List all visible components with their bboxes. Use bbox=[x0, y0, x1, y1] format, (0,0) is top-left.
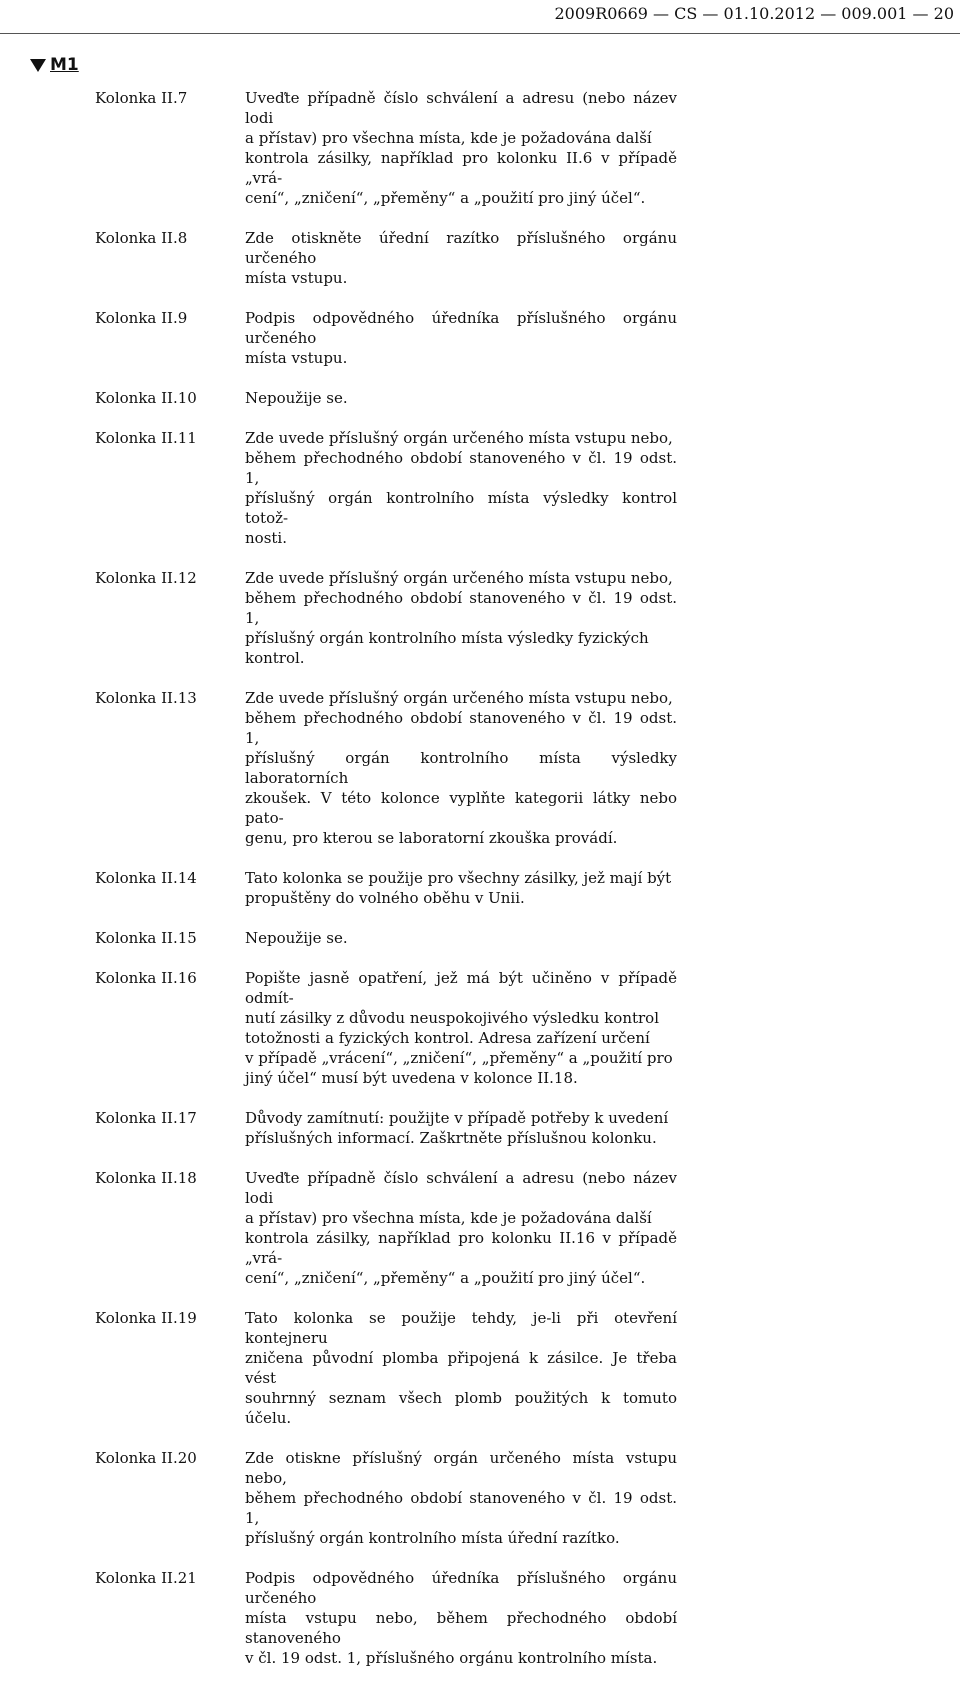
entry-text-line: Uveďte případně číslo schválení a adresu (nebo název lodi bbox=[245, 1169, 677, 1207]
entry-text-line: zničena původní plomba připojená k zásilce. Je třeba vést bbox=[245, 1349, 677, 1387]
entry-row bbox=[0, 308, 960, 368]
triangle-down-icon bbox=[30, 59, 46, 72]
entry-text-line: Zde otiskne příslušný orgán určeného místa vstupu nebo, bbox=[245, 1449, 677, 1487]
running-header bbox=[0, 0, 960, 38]
entry-row bbox=[0, 1308, 960, 1428]
entry-text-line: kontrol. bbox=[245, 649, 305, 667]
entry-row bbox=[0, 388, 960, 408]
entry-text-line: během přechodného období stanoveného v čl. 19 odst. 1, bbox=[245, 1489, 677, 1527]
entry-row bbox=[0, 688, 960, 848]
entry-row bbox=[0, 868, 960, 908]
header-title: 2009R0669 — CS — 01.10.2012 — 009.001 — 20 bbox=[554, 4, 954, 23]
entry-text-line: zkoušek. V této kolonce vyplňte kategorii látky nebo pato- bbox=[245, 789, 677, 827]
entry-text-line: Zde uvede příslušný orgán určeného místa vstupu nebo, bbox=[245, 429, 673, 447]
entry-text-line: Podpis odpovědného úředníka příslušného orgánu určeného bbox=[245, 309, 677, 347]
entry-text-line: Zde otiskněte úřední razítko příslušného orgánu určeného bbox=[245, 229, 677, 267]
entry-text bbox=[245, 1448, 677, 1548]
entry-text-line: Důvody zamítnutí: použijte v případě potřeby k uvedení bbox=[245, 1109, 669, 1127]
entry-text-line: Nepoužije se. bbox=[245, 389, 348, 407]
entry-text-line: cení“, „zničení“, „přeměny“ a „použití pro jiný účel“. bbox=[245, 1269, 646, 1287]
entry-text-line: kontrola zásilky, například pro kolonku II.16 v případě „vrá- bbox=[245, 1229, 677, 1267]
entry-text-line: Uveďte případně číslo schválení a adresu (nebo název lodi bbox=[245, 89, 677, 127]
entry-text bbox=[245, 1108, 677, 1148]
entry-label: Kolonka II.9 bbox=[95, 309, 188, 327]
entry-label: Kolonka II.18 bbox=[95, 1169, 197, 1187]
entry-label: Kolonka II.15 bbox=[95, 929, 197, 947]
entry-row bbox=[0, 1168, 960, 1288]
entry-text-line: a přístav) pro všechna místa, kde je požadována další bbox=[245, 1209, 652, 1227]
entry-label: Kolonka II.20 bbox=[95, 1449, 197, 1467]
entries-list bbox=[0, 88, 960, 1688]
entry-text-line: souhrnný seznam všech plomb použitých k tomuto účelu. bbox=[245, 1389, 677, 1427]
entry-row bbox=[0, 428, 960, 548]
entry-text-line: Tato kolonka se použije pro všechny zásilky, jež mají být bbox=[245, 869, 672, 887]
entry-text bbox=[245, 568, 677, 668]
entry-label: Kolonka II.16 bbox=[95, 969, 197, 987]
entry-text-line: příslušný orgán kontrolního místa výsledky laboratorních bbox=[245, 749, 677, 787]
entry-text bbox=[245, 388, 677, 408]
entry-row bbox=[0, 1568, 960, 1668]
entry-label: Kolonka II.12 bbox=[95, 569, 197, 587]
entry-text-line: Popište jasně opatření, jež má být učiněno v případě odmít- bbox=[245, 969, 677, 1007]
amendment-marker-label: M1 bbox=[50, 55, 79, 75]
entry-label: Kolonka II.13 bbox=[95, 689, 197, 707]
entry-text-line: Zde uvede příslušný orgán určeného místa vstupu nebo, bbox=[245, 569, 673, 587]
entry-text bbox=[245, 688, 677, 848]
entry-text bbox=[245, 1308, 677, 1428]
entry-label: Kolonka II.11 bbox=[95, 429, 197, 447]
entry-row bbox=[0, 1448, 960, 1548]
entry-text-line: v případě „vrácení“, „zničení“, „přeměny“ a „použití pro bbox=[245, 1049, 673, 1067]
entry-label: Kolonka II.14 bbox=[95, 869, 197, 887]
entry-row bbox=[0, 928, 960, 948]
entry-text-line: v čl. 19 odst. 1, příslušného orgánu kontrolního místa. bbox=[245, 1649, 658, 1667]
entry-text bbox=[245, 1568, 677, 1668]
entry-label: Kolonka II.10 bbox=[95, 389, 197, 407]
entry-text-line: nosti. bbox=[245, 529, 287, 547]
entry-label: Kolonka II.19 bbox=[95, 1309, 197, 1327]
entry-text-line: příslušných informací. Zaškrtněte příslušnou kolonku. bbox=[245, 1129, 657, 1147]
amendment-marker bbox=[30, 54, 79, 76]
entry-row bbox=[0, 568, 960, 668]
entry-text-line: během přechodného období stanoveného v čl. 19 odst. 1, bbox=[245, 449, 677, 487]
entry-label: Kolonka II.17 bbox=[95, 1109, 197, 1127]
entry-text-line: místa vstupu. bbox=[245, 349, 348, 367]
entry-text bbox=[245, 228, 677, 288]
entry-text-line: totožnosti a fyzických kontrol. Adresa zařízení určení bbox=[245, 1029, 650, 1047]
entry-text-line: a přístav) pro všechna místa, kde je požadována další bbox=[245, 129, 652, 147]
entry-text-line: genu, pro kterou se laboratorní zkouška provádí. bbox=[245, 829, 618, 847]
entry-label: Kolonka II.7 bbox=[95, 89, 188, 107]
entry-text-line: Podpis odpovědného úředníka příslušného orgánu určeného bbox=[245, 1569, 677, 1607]
entry-text bbox=[245, 308, 677, 368]
entry-text bbox=[245, 868, 677, 908]
entry-text-line: během přechodného období stanoveného v čl. 19 odst. 1, bbox=[245, 709, 677, 747]
entry-text-line: příslušný orgán kontrolního místa výsledky fyzických bbox=[245, 629, 649, 647]
entry-text-line: místa vstupu nebo, během přechodného období stanoveného bbox=[245, 1609, 677, 1647]
header-divider bbox=[0, 33, 960, 34]
entry-text-line: Tato kolonka se použije tehdy, je-li při otevření kontejneru bbox=[245, 1309, 677, 1347]
entry-text bbox=[245, 928, 677, 948]
entry-text-line: cení“, „zničení“, „přeměny“ a „použití pro jiný účel“. bbox=[245, 189, 646, 207]
entry-text-line: propuštěny do volného oběhu v Unii. bbox=[245, 889, 525, 907]
entry-text bbox=[245, 428, 677, 548]
entry-label: Kolonka II.21 bbox=[95, 1569, 197, 1587]
entry-text-line: jiný účel“ musí být uvedena v kolonce II.18. bbox=[245, 1069, 578, 1087]
entry-text bbox=[245, 88, 677, 208]
entry-row bbox=[0, 228, 960, 288]
entry-text-line: místa vstupu. bbox=[245, 269, 348, 287]
entry-text-line: příslušný orgán kontrolního místa výsledky kontrol totož- bbox=[245, 489, 677, 527]
entry-text-line: příslušný orgán kontrolního místa úřední razítko. bbox=[245, 1529, 620, 1547]
entry-label: Kolonka II.8 bbox=[95, 229, 188, 247]
entry-text bbox=[245, 1168, 677, 1288]
entry-text-line: Zde uvede příslušný orgán určeného místa vstupu nebo, bbox=[245, 689, 673, 707]
entry-row bbox=[0, 968, 960, 1088]
entry-text-line: Nepoužije se. bbox=[245, 929, 348, 947]
entry-row bbox=[0, 88, 960, 208]
entry-text-line: kontrola zásilky, například pro kolonku II.6 v případě „vrá- bbox=[245, 149, 677, 187]
entry-text bbox=[245, 968, 677, 1088]
entry-text-line: během přechodného období stanoveného v čl. 19 odst. 1, bbox=[245, 589, 677, 627]
entry-text-line: nutí zásilky z důvodu neuspokojivého výsledku kontrol bbox=[245, 1009, 660, 1027]
entry-row bbox=[0, 1108, 960, 1148]
